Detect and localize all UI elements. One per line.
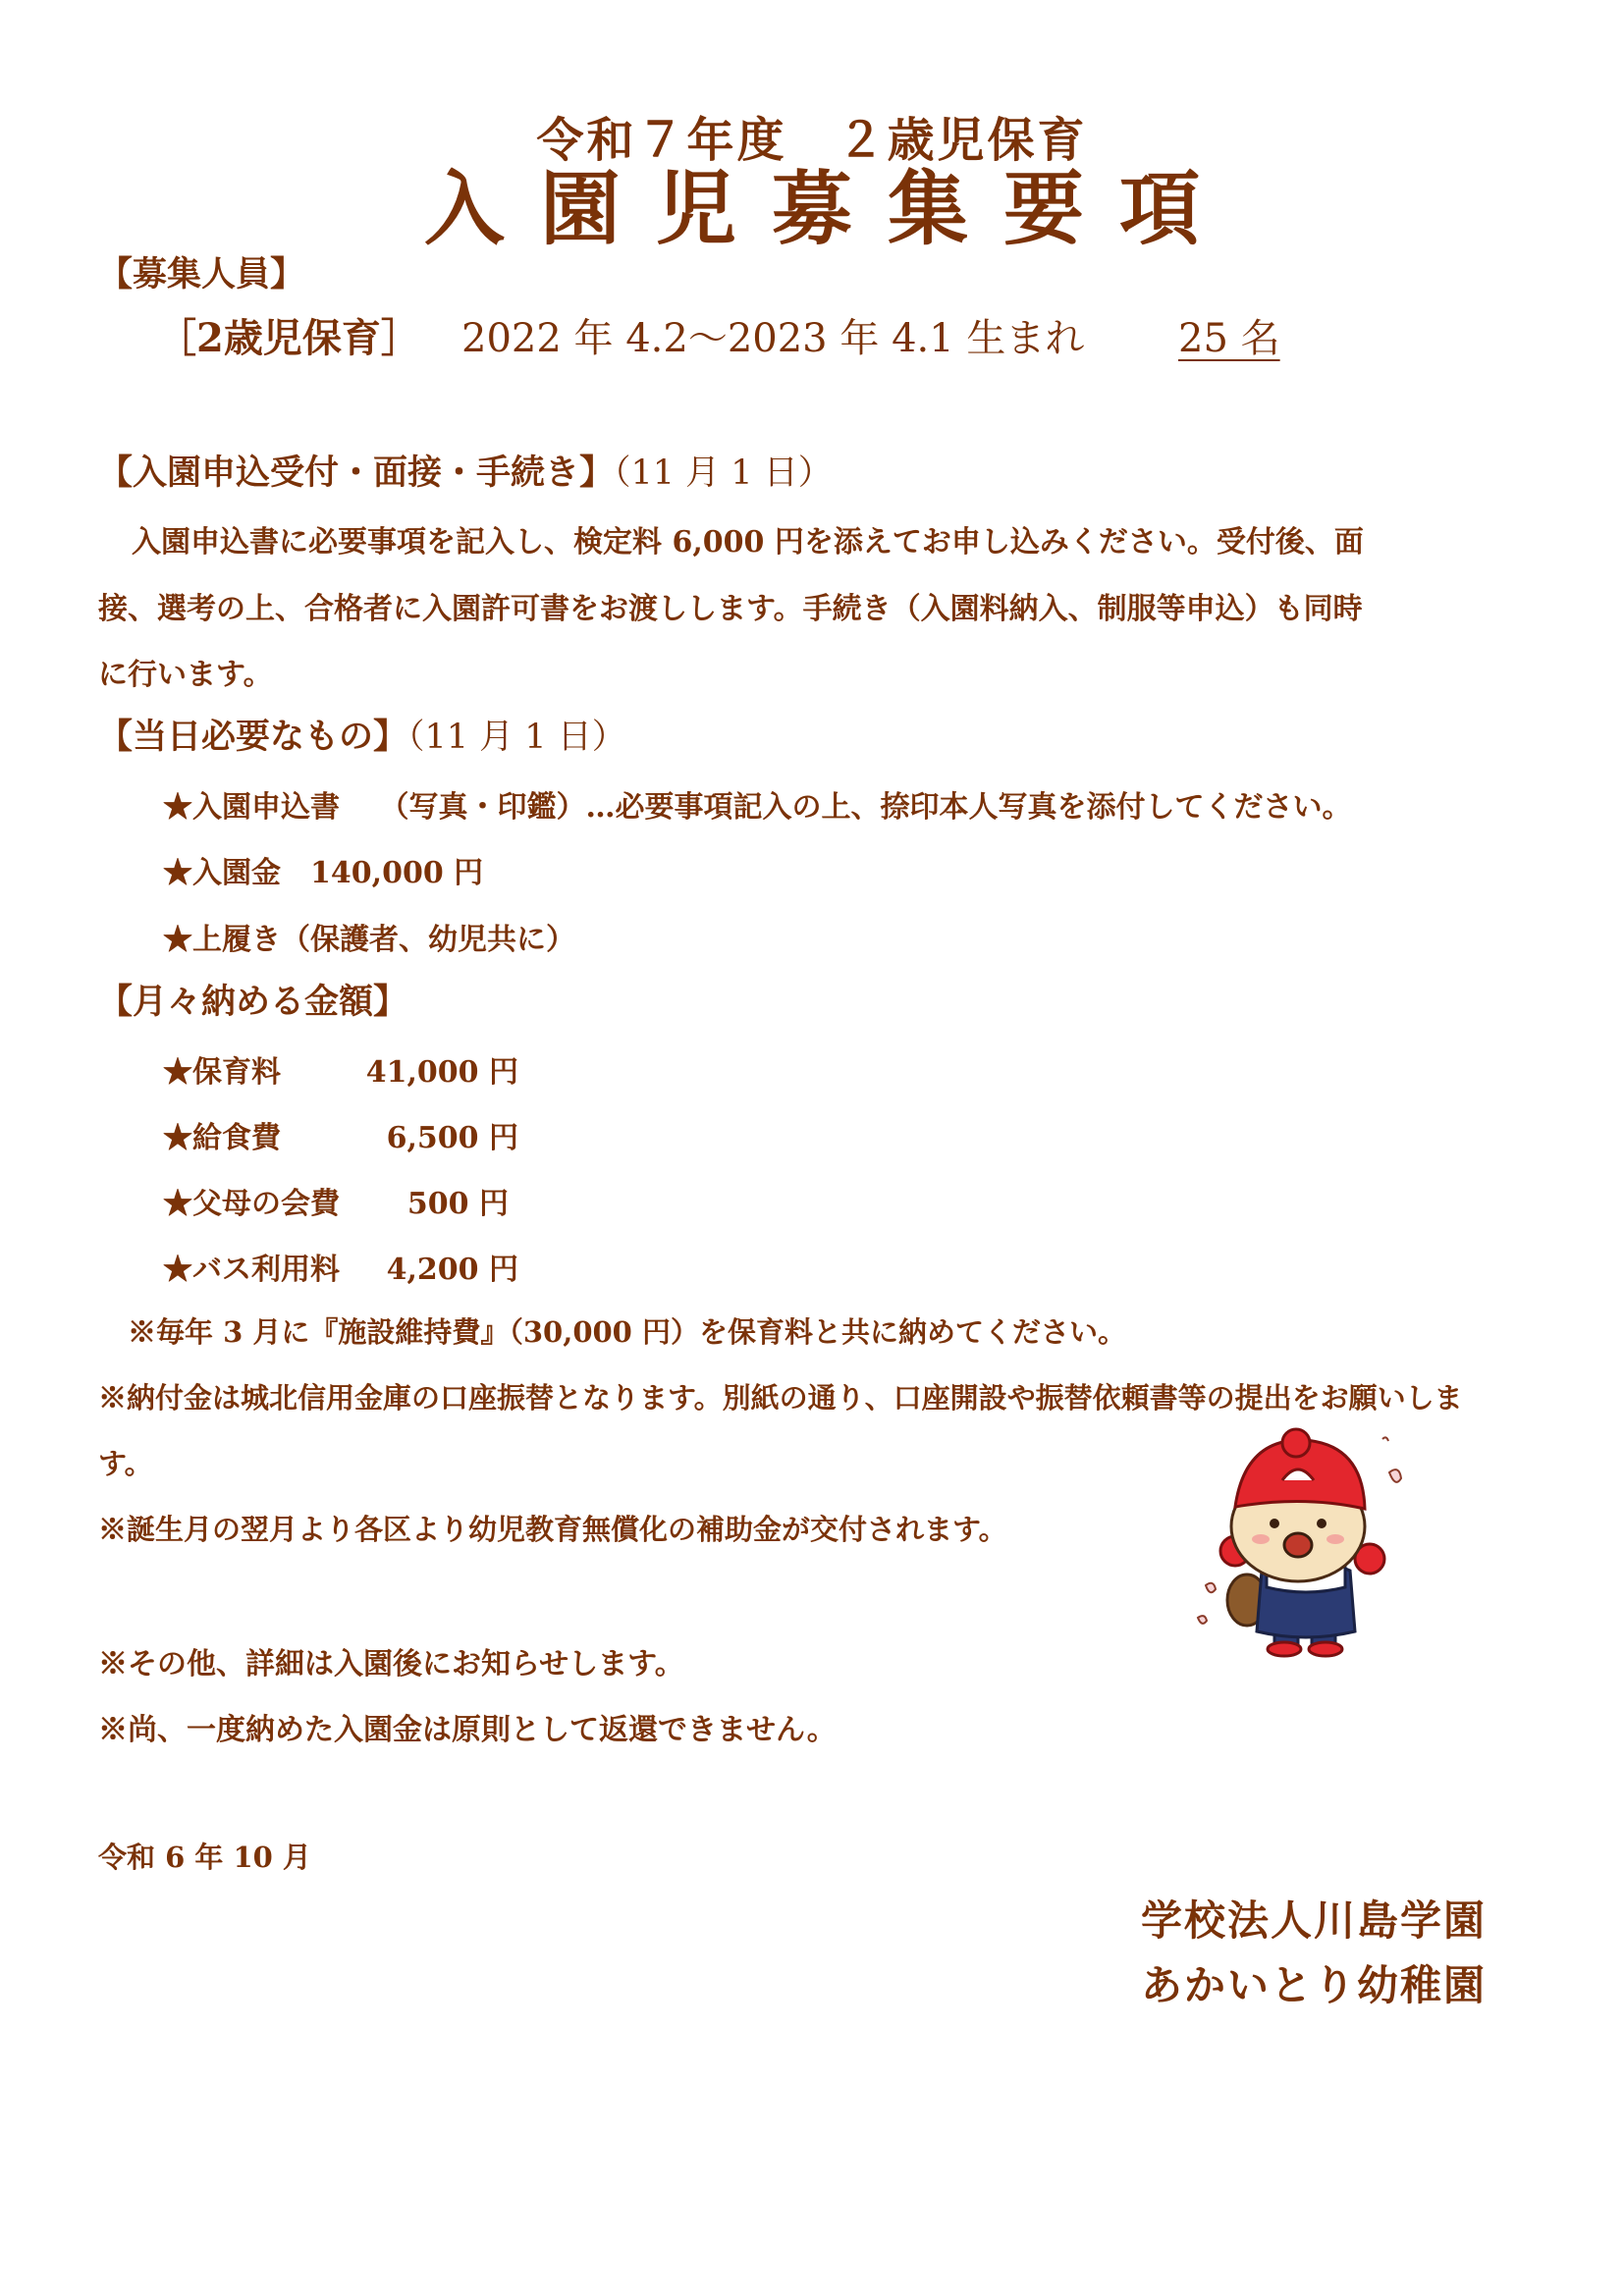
note-facility-fee: ※毎年 3 月に『施設維持費』（30,000 円）を保育料と共に納めてください。	[128, 1315, 1126, 1349]
needed-date: （11 月 1 日）	[407, 718, 626, 757]
note-subsidy: ※誕生月の翌月より各区より幼児教育無償化の補助金が交付されます。	[98, 1513, 1007, 1546]
recruit-range: 2022 年 4.2～2023 年 4.1 生まれ	[461, 316, 1085, 361]
needed-item-1: ★入園申込書 （写真・印鑑）…必要事項記入の上、捺印本人写真を添付してください。	[163, 790, 1352, 825]
application-line-1: 入園申込書に必要事項を記入し、検定料 6,000 円を添えてお申し込みください。受付後、面	[132, 525, 1364, 560]
monthly-item-4-amount: 4,200 円	[386, 1253, 518, 1287]
monthly-item-3-label: ★父母の会費	[163, 1187, 340, 1221]
needed-heading-text: 【当日必要なもの】	[98, 717, 408, 757]
application-line-2: 接、選考の上、合格者に入園許可書をお渡しします。手続き（入園料納入、制服等申込）も同時	[98, 592, 1363, 626]
needed-item-3: ★上履き（保護者、幼児共に）	[163, 923, 575, 957]
recruit-count: 25 名	[1178, 316, 1280, 361]
monthly-item-3-amount: 500 円	[406, 1187, 509, 1221]
monthly-item-2-amount: 6,500 円	[386, 1121, 518, 1155]
org-name: 学校法人川島学園	[1141, 1896, 1488, 1945]
page-title: 入園児募集要項	[423, 162, 1235, 256]
note-no-refund: ※尚、一度納めた入園金は原則として返還できません。	[98, 1713, 837, 1747]
school-name: あかいとり幼稚園	[1141, 1961, 1488, 2009]
application-date: （11 月 1 日）	[614, 454, 833, 493]
title-line1: 令和７年度 ２歳児保育	[536, 113, 1088, 168]
mascot-icon	[1188, 1423, 1414, 1659]
monthly-item-4-label: ★バス利用料	[163, 1253, 340, 1287]
monthly-item-1-amount: 41,000 円	[365, 1055, 518, 1090]
needed-item-2: ★入園金 140,000 円	[163, 856, 484, 890]
application-heading	[98, 446, 833, 495]
application-line-3: に行います。	[98, 658, 273, 692]
recruit-heading: 【募集人員】	[98, 254, 305, 294]
monthly-heading: 【月々納める金額】	[98, 982, 408, 1022]
monthly-item-1-label: ★保育料	[163, 1055, 281, 1090]
note-payment-2: す。	[98, 1447, 153, 1480]
issue-date: 令和 6 年 10 月	[98, 1841, 311, 1874]
application-heading-text: 【入園申込受付・面接・手続き】	[98, 453, 615, 493]
monthly-item-2-label: ★給食費	[163, 1121, 281, 1155]
needed-heading	[98, 710, 626, 759]
recruit-category: ［2歳児保育］	[157, 315, 420, 361]
note-details: ※その他、詳細は入園後にお知らせします。	[98, 1647, 684, 1682]
mascot-illustration	[1188, 1423, 1414, 1659]
note-payment-1: ※納付金は城北信用金庫の口座振替となります。別紙の通り、口座開設や振替依頼書等の提出をお願いしま	[98, 1381, 1463, 1415]
